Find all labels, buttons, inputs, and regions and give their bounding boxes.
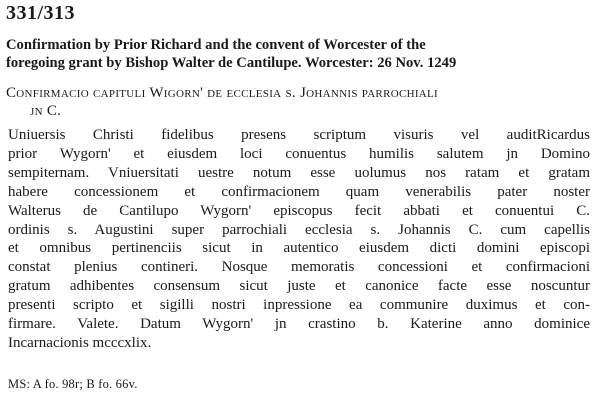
body-line: habere concessionem et confirmacionem quam venerabilis pater noster	[8, 183, 590, 200]
document-body	[8, 126, 590, 353]
document-heading	[6, 36, 592, 72]
body-line: constat plenius contineri. Nosque memoratis concessioni et confirmacioni	[8, 259, 590, 276]
manuscript-reference: MS: A fo. 98r; B fo. 66v.	[8, 377, 138, 391]
body-line: gratum adhibentes consensum sicut juste et canonice facte esse noscuntur	[8, 278, 590, 295]
rubric	[6, 84, 592, 120]
body-line: presenti scripto et sigilli nostri inpressione ea communire duximus et con-	[8, 297, 590, 314]
body-line: Incarnacionis mcccxlix.	[8, 334, 152, 351]
heading-line: foregoing grant by Bishop Walter de Cantilupe. Worcester: 26 Nov. 1249	[6, 55, 457, 71]
rubric-line: Confirmacio capituli Wigorn' de ecclesia s. Johannis parrochiali	[6, 85, 439, 101]
body-line: Walterus de Cantilupo Wygorn' episcopus fecit abbati et conuentui C.	[8, 202, 590, 219]
heading-line: Confirmation by Prior Richard and the convent of Worcester of the	[6, 37, 426, 53]
body-line: firmare. Valete. Datum Wygorn' jn crastino b. Katerine anno dominice	[8, 316, 590, 333]
body-line: ordinis s. Augustini super parrochiali ecclesia s. Johannis C. cum capellis	[8, 221, 590, 238]
body-line: prior Wygorn' et eiusdem loci conuentus humilis salutem jn Domino	[8, 145, 590, 162]
rubric-line: jn C.	[30, 103, 62, 119]
document-number: 331/313	[6, 2, 76, 24]
body-line: Uniuersis Christi fidelibus presens scriptum visuris vel auditRicardus	[8, 127, 590, 143]
body-line: sempiternam. Vniuersitati uestre notum esse uolumus nos ratam et gratam	[8, 164, 590, 181]
body-line: et omnibus pertinenciis sicut in autentico eiusdem dicti domini episcopi	[8, 240, 590, 257]
